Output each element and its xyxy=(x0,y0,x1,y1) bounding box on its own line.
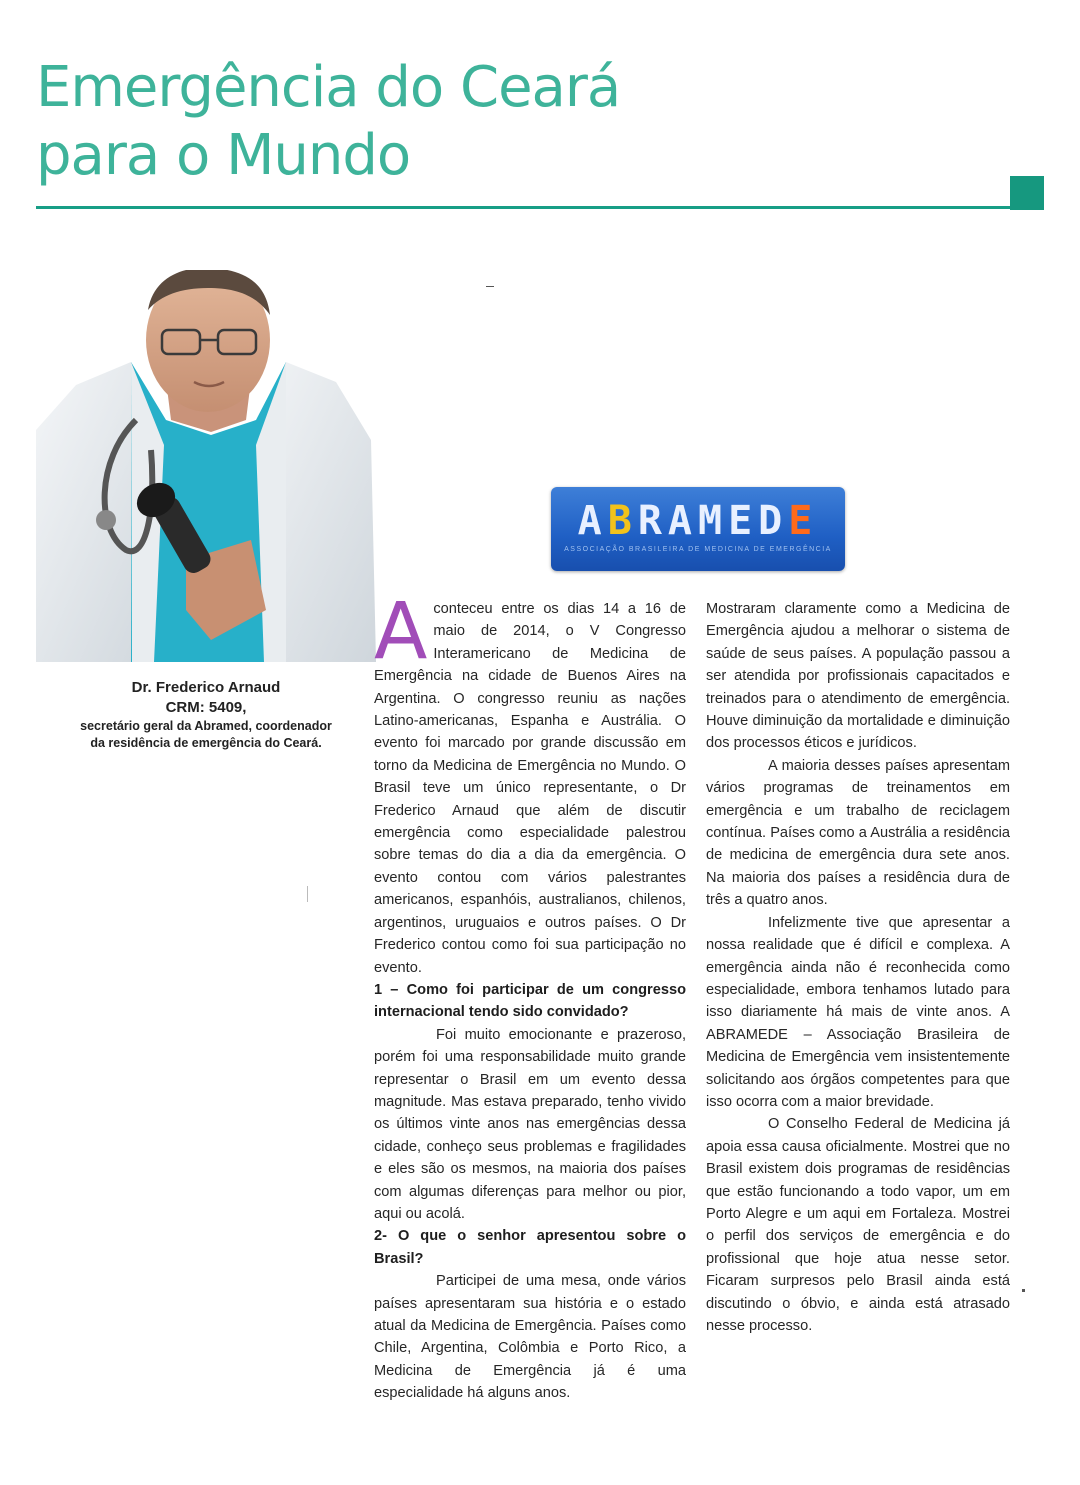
logo-letter-e: E xyxy=(788,498,819,544)
title-rule xyxy=(36,206,1010,209)
article-title xyxy=(36,54,736,190)
scan-speck xyxy=(486,286,494,287)
logo-letter-a: A xyxy=(577,498,608,544)
question-2: 2- O que o senhor apresentou sobre o Brasil? xyxy=(374,1228,686,1267)
question-1: 1 – Como foi participar de um congresso internacional tendo sido convidado? xyxy=(374,981,686,1021)
caption-crm: CRM: 5409, xyxy=(165,699,247,716)
scan-speck xyxy=(1022,1289,1025,1292)
answer-2: Participei de uma mesa, onde vários países apresentaram sua história e o estado atual da Medicina de Emergência. Países como Chile, Argentina, Colômbia e Porto Rico, a Medicina de Emergência já é uma especialidade há alguns anos. xyxy=(374,1273,686,1402)
caption-role-line-1: secretário geral da Abramed, coordenador xyxy=(80,719,332,733)
logo-subtitle: ASSOCIAÇÃO BRASILEIRA DE MEDICINA DE EMERGÊNCIA xyxy=(564,546,832,553)
column-2-paragraph-1: Mostraram claramente como a Medicina de Emergência ajudou a melhorar o sistema de saúde de seus países. A população passou a ser atendida por profissionais capacitados e treinados para o atendimento de emergência. Houve diminuição da mortalidade e diminuição dos processos éticos e jurídicos. xyxy=(706,601,1010,752)
photo-caption xyxy=(36,678,376,752)
caption-role-line-2: da residência de emergência do Ceará. xyxy=(90,736,322,750)
corner-square-decoration xyxy=(1010,176,1044,210)
column-2-paragraph-4: O Conselho Federal de Medicina já apoia essa causa oficialmente. Mostrei que no Brasil existem dois programas de residências que estão funcionando a todo vapor, um em Porto Alegre e um aqui em Fortaleza. Mostrei o perfil dos serviços de emergência e do profissional que hoje atua nesse setor. Ficaram surpresos pelo Brasil ainda está discutindo o óbvio, e ainda está atrasado nesse processo. xyxy=(706,1116,1010,1334)
answer-1: Foi muito emocionante e prazeroso, porém foi uma responsabilidade muito grande representar o Brasil em um evento dessa magnitude. Mas estava preparado, tenho vivido os últimos vinte anos nas emergências dessa cidade, conheço seus problemas e fragilidades e eles são os mesmos, na maioria dos países com algumas diferenças para melhor ou pior, aqui ou acolá. xyxy=(374,1026,686,1222)
article-title-line-1: Emergência do Ceará xyxy=(36,55,621,120)
intro-paragraph xyxy=(374,587,686,979)
article-column-1 xyxy=(374,587,686,1405)
logo-letters-rame: RAMED xyxy=(637,498,789,544)
column-2-paragraph-2: A maioria desses países apresentam vários programas de treinamentos em emergência e um trabalho de reciclagem contínua. Países como a Austrália a residência de medicina de emergência dura sete anos. Na maioria dos países a residência dura de três a quatro anos. xyxy=(706,757,1010,909)
caption-name: Dr. Frederico Arnaud xyxy=(131,679,281,696)
intro-text: conteceu entre os dias 14 a 16 de maio de 2014, o V Congresso Interamericano de Medicina de Emergência na cidade de Buenos Aires na Argentina. O congresso reuniu as nações Latino-americanas, Espanha e Austrália. O evento foi marcado por grande discussão em torno da Medicina de Emergência no Mundo. O Brasil teve um único representante, o Dr Frederico Arnaud que além de discutir emergência como especialidade palestrou sobre temas do dia a dia da emergência. O evento contou com vários palestrantes americanos, espanhóis, australianos, chilenos, argentinos, uruguaios e outros países. O Dr Frederico contou como foi sua participação no evento. xyxy=(374,601,686,976)
doctor-photo xyxy=(36,270,376,662)
column-2-paragraph-3: Infelizmente tive que apresentar a nossa realidade que é difícil e complexa. A emergência ainda não é reconhecida como especialidade, embora tenhamos lutado para isso diariamente há mais de vinte anos. A ABRAMEDE – Associação Brasileira de Medicina de Emergência vem insistentemente solicitando aos órgãos competentes para que isso ocorra com a maior brevidade. xyxy=(706,914,1010,1110)
article-column-2 xyxy=(706,598,1010,1337)
doctor-photo-illustration xyxy=(36,270,376,662)
scan-speck xyxy=(307,886,308,902)
article-title-line-2: para o Mundo xyxy=(36,123,411,188)
logo-letter-b: B xyxy=(607,498,638,544)
logo-wordmark xyxy=(551,497,845,545)
abramede-logo xyxy=(551,487,845,571)
dropcap: A xyxy=(374,587,428,677)
